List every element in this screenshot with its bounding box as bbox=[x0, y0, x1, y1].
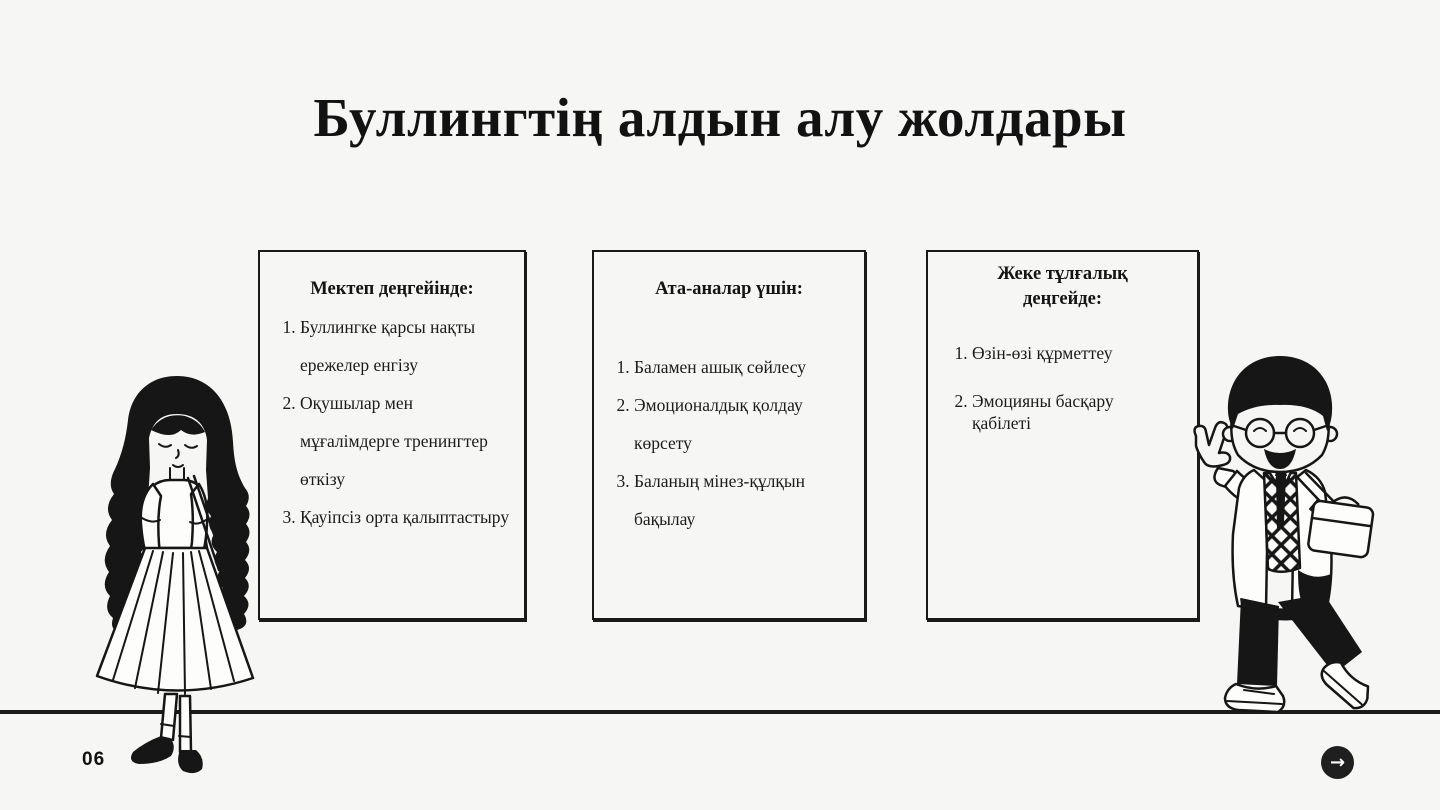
card-school-level-list bbox=[260, 308, 524, 536]
page-title: Буллингтің алдын алу жолдары bbox=[313, 87, 1127, 148]
boy-student-illustration bbox=[1180, 352, 1380, 724]
card-personal-level-header: Жеке тұлғалық деңгейде: bbox=[997, 264, 1128, 309]
list-item: 1. Баламен ашық сөйлесу bbox=[634, 348, 854, 386]
card-personal-level-list bbox=[928, 342, 1197, 434]
card-school-level bbox=[258, 250, 526, 620]
next-slide-button[interactable] bbox=[1321, 746, 1354, 779]
card-school-level-header: Мектеп деңгейінде: bbox=[310, 279, 474, 299]
list-item: 2. Эмоцияны басқару қабілеті bbox=[972, 390, 1151, 434]
list-item: 1. Буллингке қарсы нақты ережелер енгізу bbox=[300, 308, 514, 384]
card-parents-header: Ата-аналар үшін: bbox=[655, 279, 803, 299]
page-number: 06 bbox=[82, 749, 106, 770]
list-item: 1. Өзін-өзі құрметтеу bbox=[972, 342, 1151, 364]
list-item: 3. Баланың мінез-құлқын бақылау bbox=[634, 462, 854, 538]
girl-student-illustration bbox=[85, 372, 265, 777]
card-personal-level bbox=[926, 250, 1199, 620]
list-item: 2. Эмоционалдық қолдау көрсету bbox=[634, 386, 854, 462]
list-item: 3. Қауіпсіз орта қалыптастыру bbox=[300, 498, 514, 536]
arrow-right-icon: → bbox=[1329, 752, 1346, 773]
card-parents-list bbox=[594, 348, 864, 538]
card-parents bbox=[592, 250, 866, 620]
list-item: 2. Оқушылар мен мұғалімдерге тренингтер өткізу bbox=[300, 384, 514, 498]
